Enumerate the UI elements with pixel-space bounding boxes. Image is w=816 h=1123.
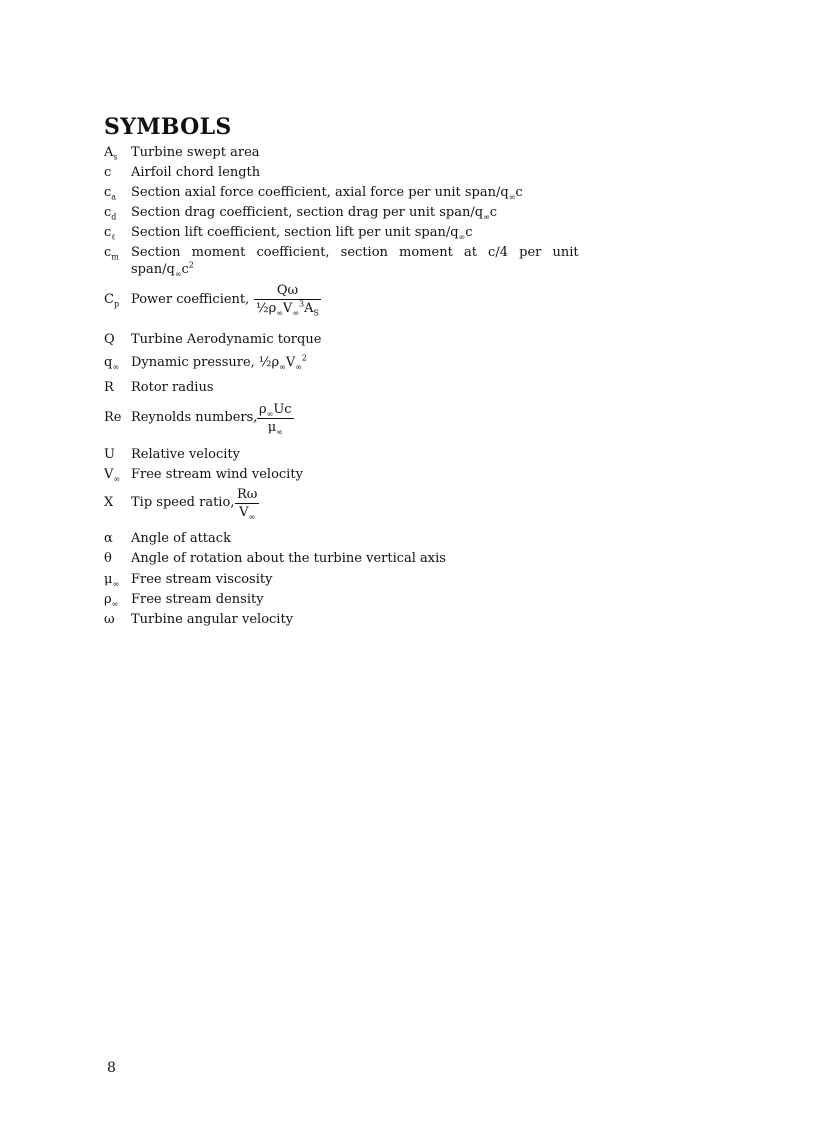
tip-speed-ratio-fraction xyxy=(235,486,259,521)
symbol: $c_a$ xyxy=(104,185,117,202)
symbol: $c_m$ xyxy=(104,245,119,262)
definition: Turbine swept area xyxy=(131,145,260,160)
definition: Relative velocity xyxy=(131,447,240,462)
definition: Angle of attack xyxy=(131,531,231,546)
definition: Section moment coefficient, section moment at c/4 per unit span/$q_\infty c^2$ xyxy=(131,245,579,279)
symbol: X xyxy=(104,495,114,510)
power-coefficient-fraction xyxy=(254,282,321,317)
fraction-numerator: Rω xyxy=(237,487,258,502)
symbol: α xyxy=(104,531,113,546)
definition: Section axial force coefficient, axial force per unit span/$q_\infty c$ xyxy=(131,185,523,202)
symbol: c xyxy=(104,165,112,180)
symbol: Q xyxy=(104,332,115,347)
definition: Power coefficient, xyxy=(131,292,250,307)
symbol: $V_\infty$ xyxy=(104,467,121,484)
symbol: ω xyxy=(104,612,115,627)
definition: Free stream wind velocity xyxy=(131,467,303,482)
definition: Section lift coefficient, section lift per unit span/$q_\infty c$ xyxy=(131,225,473,242)
definition: Turbine Aerodynamic torque xyxy=(131,332,322,347)
symbol: θ xyxy=(104,551,112,566)
definition: Tip speed ratio, xyxy=(131,495,235,510)
definition: Airfoil chord length xyxy=(131,165,261,180)
fraction-numerator: $\rho_\infty Uc$ xyxy=(259,402,292,419)
symbol: $c_\ell$ xyxy=(104,225,116,242)
symbol: $\mu_\infty$ xyxy=(104,572,120,589)
symbol: $c_d$ xyxy=(104,205,117,222)
fraction-denominator: $\mu_\infty$ xyxy=(267,420,283,437)
fraction-numerator: Qω xyxy=(254,282,321,300)
definition: Dynamic pressure, $\frac{1}{2}\rho_\infty V_\infty^2$ xyxy=(131,353,307,372)
definition: Free stream density xyxy=(131,592,264,607)
symbol: $A_s$ xyxy=(104,145,118,162)
definition: Turbine angular velocity xyxy=(131,612,294,627)
symbol: U xyxy=(104,447,115,462)
page-number: 8 xyxy=(107,1060,116,1076)
definition: Reynolds numbers, xyxy=(131,410,258,425)
fraction-denominator: $\frac{1}{2}\rho_\infty V_\infty^3A_S$ xyxy=(256,299,319,318)
symbol: $C_p$ xyxy=(104,292,120,309)
page-title: SYMBOLS xyxy=(104,114,232,140)
symbol: $q_\infty$ xyxy=(104,355,119,372)
definition: Rotor radius xyxy=(131,380,214,395)
symbol: $\rho_\infty$ xyxy=(104,592,119,609)
definition: Angle of rotation about the turbine vertical axis xyxy=(131,551,446,566)
symbol: R xyxy=(104,380,114,395)
reynolds-number-fraction xyxy=(257,401,294,436)
definition: Section drag coefficient, section drag per unit span/$q_\infty c$ xyxy=(131,205,498,222)
fraction-denominator: $V_\infty$ xyxy=(239,505,256,522)
definition: Free stream viscosity xyxy=(131,572,273,587)
symbol: Re xyxy=(104,410,122,425)
